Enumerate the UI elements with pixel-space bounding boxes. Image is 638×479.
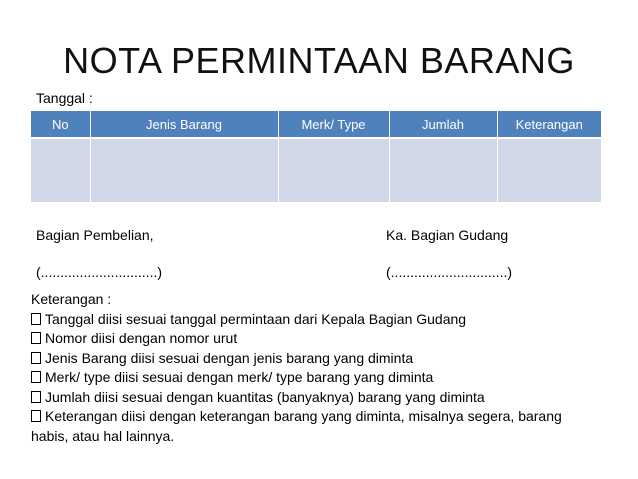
bullet-box-icon <box>31 371 41 383</box>
table-cell-quantity <box>389 138 497 202</box>
bullet-box-icon <box>31 391 41 403</box>
table-header-row <box>31 111 601 138</box>
column-header-no: No <box>31 111 90 138</box>
list-item <box>31 368 591 388</box>
bullet-box-icon <box>31 332 41 344</box>
column-header-brand: Merk/ Type <box>278 111 389 138</box>
note-text: Merk/ type diisi sesuai dengan merk/ type barang yang diminta <box>45 369 434 385</box>
note-text: Jumlah diisi sesuai dengan kuantitas (banyaknya) barang yang diminta <box>45 388 485 405</box>
note-text: Tanggal diisi sesuai tanggal permintaan dari Kepala Bagian Gudang <box>45 310 467 327</box>
list-item <box>31 329 591 349</box>
table-cell-no <box>31 138 90 202</box>
list-item <box>31 388 591 408</box>
page-title: NOTA PERMINTAAN BARANG <box>63 40 575 81</box>
list-item <box>31 349 591 369</box>
table-row <box>31 138 601 202</box>
notes-heading: Keterangan : <box>31 291 112 307</box>
list-item <box>31 407 591 446</box>
signature-left-blank: (..............................) <box>36 264 163 280</box>
note-text: Keterangan diisi dengan keterangan barang yang diminta, misalnya segera, barang habis, atau hal lainnya. <box>31 408 562 444</box>
note-text: Nomor diisi dengan nomor urut <box>45 330 238 346</box>
column-header-quantity: Jumlah <box>389 111 497 138</box>
signature-right-blank: (..............................) <box>386 264 513 280</box>
note-text: Jenis Barang diisi sesuai dengan jenis barang yang diminta <box>45 349 414 366</box>
column-header-item-type: Jenis Barang <box>90 111 278 138</box>
bullet-box-icon <box>31 352 41 364</box>
signature-right-title: Ka. Bagian Gudang <box>386 227 509 243</box>
items-table <box>31 111 601 202</box>
table-cell-brand <box>278 138 389 202</box>
list-item <box>31 310 591 330</box>
date-label: Tanggal : <box>36 90 93 106</box>
table-cell-item-type <box>90 138 278 202</box>
signature-left-title: Bagian Pembelian, <box>36 227 154 243</box>
notes-section <box>31 290 591 446</box>
column-header-remarks: Keterangan <box>497 111 601 138</box>
table-cell-remarks <box>497 138 601 202</box>
bullet-box-icon <box>31 313 41 325</box>
bullet-box-icon <box>31 410 41 422</box>
